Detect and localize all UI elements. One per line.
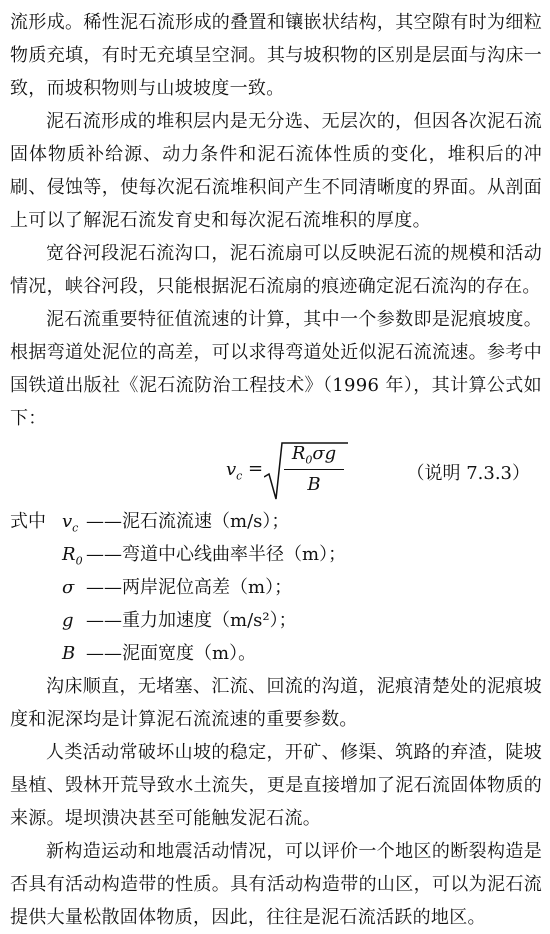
formula-label: （说明 7.3.3）: [406, 463, 530, 484]
fraction-bar: [284, 469, 344, 470]
where-label: 式中: [10, 511, 46, 532]
formula-numerator: $R_0\sigma g$: [291, 443, 337, 467]
variable-row: [10, 505, 542, 538]
variable-symbol: g: [62, 610, 74, 631]
variable-description: ——两岸泥位高差（m）；: [86, 577, 293, 598]
formula-denominator: B: [307, 474, 321, 495]
formula-lhs: $v_c$: [226, 459, 243, 483]
paragraph-2: 泥石流形成的堆积层内是无分选、无层次的，但因各次泥石流固体物质补给源、动力条件和泥石流体性质的变化，堆积后的冲刷、侵蚀等，使每次泥石流堆积间产生不同清晰度的界面。从剖面上可以了解泥石流发育史和每次泥石流堆积的厚度。: [10, 111, 542, 231]
variable-row: [10, 571, 542, 604]
paragraph-7: 新构造运动和地震活动情况，可以评价一个地区的断裂构造是否具有活动构造带的性质。具有活动构造带的山区，可以为泥石流提供大量松散固体物质，因此，往往是泥石流活跃的地区。: [10, 841, 542, 928]
paragraph-1: 流形成。稀性泥石流形成的叠置和镶嵌状结构，其空隙有时为细粒物质充填，有时无充填呈空洞。其与坡积物的区别是层面与沟床一致，而坡积物则与山坡坡度一致。: [10, 12, 542, 99]
variable-row: [10, 637, 542, 670]
variable-description: ——泥石流流速（m/s）；: [86, 511, 290, 532]
formula-fraction: [282, 441, 346, 498]
paragraph-5: 沟床顺直，无堵塞、汇流、回流的沟道，泥痕清楚处的泥痕坡度和泥深均是计算泥石流流速的重要参数。: [10, 676, 542, 730]
formula-equals: =: [248, 458, 264, 479]
velocity-formula: [10, 437, 542, 503]
paragraph-6: 人类活动常破坏山坡的稳定，开矿、修渠、筑路的弃渣，陡坡垦植、毁林开荒导致水土流失，更是直接增加了泥石流固体物质的来源。堤坝溃决甚至可能触发泥石流。: [10, 742, 542, 829]
paragraph-4: 泥石流重要特征值流速的计算，其中一个参数即是泥痕坡度。根据弯道处泥位的高差，可以求得弯道处近似泥石流流速。参考中国铁道出版社《泥石流防治工程技术》（1996 年），其计算公式如下：: [10, 309, 542, 429]
variable-description: ——泥面宽度（m）。: [86, 643, 257, 664]
variable-definitions: [10, 505, 542, 670]
document-page: [10, 6, 542, 934]
variable-symbol: $v_c$: [62, 511, 79, 535]
variable-row: [10, 604, 542, 637]
variable-description: ——弯道中心线曲率半径（m）；: [86, 544, 347, 565]
variable-description: ——重力加速度（m/s²）；: [86, 610, 297, 631]
paragraph-3: 宽谷河段泥石流沟口，泥石流扇可以反映泥石流的规模和活动情况，峡谷河段，只能根据泥石流扇的痕迹确定泥石流沟的存在。: [10, 243, 542, 297]
paragraphs-bottom: [10, 670, 542, 934]
variable-row: [10, 538, 542, 571]
variable-symbol: σ: [62, 577, 75, 598]
variable-symbol: $R_0$: [62, 544, 83, 568]
paragraphs-top: [10, 6, 542, 435]
variable-symbol: B: [62, 643, 76, 664]
